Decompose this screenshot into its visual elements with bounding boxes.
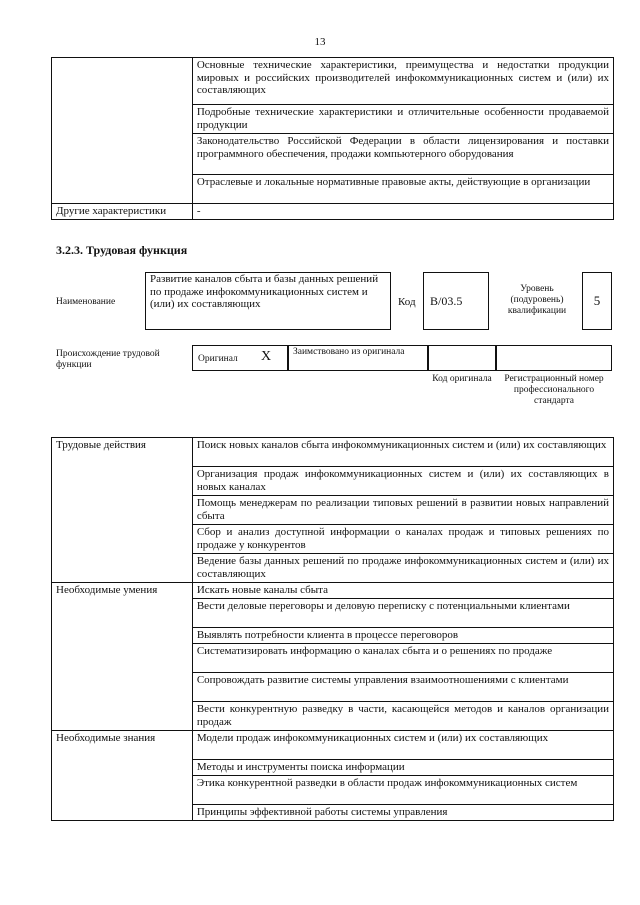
table-cell: Систематизировать информацию о каналах сбыта и о решениях по продаже — [192, 644, 613, 673]
table-cell: Законодательство Российской Федерации в области лицензирования и поставки программного обеспечения, продажи компьютерного оборудования — [192, 134, 613, 175]
function-name: Развитие каналов сбыта и базы данных решений по продаже инфокоммуникационных систем и (или) их составляющих — [145, 272, 391, 330]
origin-label: Происхождение трудовой функции — [56, 349, 160, 370]
name-label: Наименование — [56, 297, 116, 307]
borrowed-cell: Заимствовано из оригинала — [288, 345, 428, 371]
level-label: Уровень (подуровень) квалификации — [507, 284, 567, 316]
row-label: Другие характеристики — [52, 204, 193, 220]
table-cell: Отраслевые и локальные нормативные правовые акты, действующие в организации — [192, 175, 613, 204]
row-label: Необходимые умения — [52, 583, 193, 731]
code-caption: Код оригинала — [432, 374, 492, 384]
table-row — [52, 438, 614, 467]
table-row — [52, 204, 614, 220]
labor-function-table — [51, 437, 614, 821]
table-cell: Модели продаж инфокоммуникационных систем и (или) их составляющих — [192, 731, 613, 760]
original-label: Оригинал — [198, 354, 238, 364]
reg-number-cell — [496, 345, 612, 371]
row-label: Трудовые действия — [52, 438, 193, 583]
original-mark: X — [261, 349, 272, 364]
table-cell: Поиск новых каналов сбыта инфокоммуникационных систем и (или) их составляющих — [192, 438, 613, 467]
table-cell: Выявлять потребности клиента в процессе переговоров — [192, 628, 613, 644]
table-row — [52, 583, 614, 599]
reg-caption: Регистрационный номер профессионального стандарта — [504, 374, 604, 406]
table-cell: Основные технические характеристики, преимущества и недостатки продукции мировых и российских производителей инфокоммуникационных систем и (или) их составляющих — [192, 58, 613, 105]
table-cell: Подробные технические характеристики и отличительные особенности продаваемой продукции — [192, 105, 613, 134]
page-number: 13 — [314, 36, 326, 48]
origin-original-cell — [192, 345, 288, 371]
table-cell: Искать новые каналы сбыта — [192, 583, 613, 599]
function-code: B/03.5 — [423, 272, 489, 330]
table-cell: Принципы эффективной работы системы управления — [192, 805, 613, 821]
original-code-cell — [428, 345, 496, 371]
section-title: 3.2.3. Трудовая функция — [56, 243, 188, 257]
table-row — [52, 731, 614, 760]
table-cell: Вести конкурентную разведку в части, касающейся методов и каналов организации продаж — [192, 702, 613, 731]
row-label — [52, 58, 193, 204]
table-cell: Методы и инструменты поиска информации — [192, 760, 613, 776]
table-cell: Вести деловые переговоры и деловую переписку с потенциальными клиентами — [192, 599, 613, 628]
row-label: Необходимые знания — [52, 731, 193, 821]
table-cell: Помощь менеджерам по реализации типовых решений в развитии новых направлений сбыта — [192, 496, 613, 525]
table-cell: Ведение базы данных решений по продаже инфокоммуникационных систем и (или) их составляющих — [192, 554, 613, 583]
table-cell: Организация продаж инфокоммуникационных систем и (или) их составляющих в новых каналах — [192, 467, 613, 496]
qualification-level: 5 — [582, 272, 612, 330]
table-cell: Сбор и анализ доступной информации о каналах продаж и типовых решениях по продаже у конкурентов — [192, 525, 613, 554]
table-row — [52, 58, 614, 105]
table-cell: Этика конкурентной разведки в области продаж инфокоммуникационных систем — [192, 776, 613, 805]
code-label: Код — [398, 296, 416, 308]
table-cell: Сопровождать развитие системы управления взаимоотношениями с клиентами — [192, 673, 613, 702]
knowledge-table-continued — [51, 57, 614, 220]
table-cell: - — [192, 204, 613, 220]
